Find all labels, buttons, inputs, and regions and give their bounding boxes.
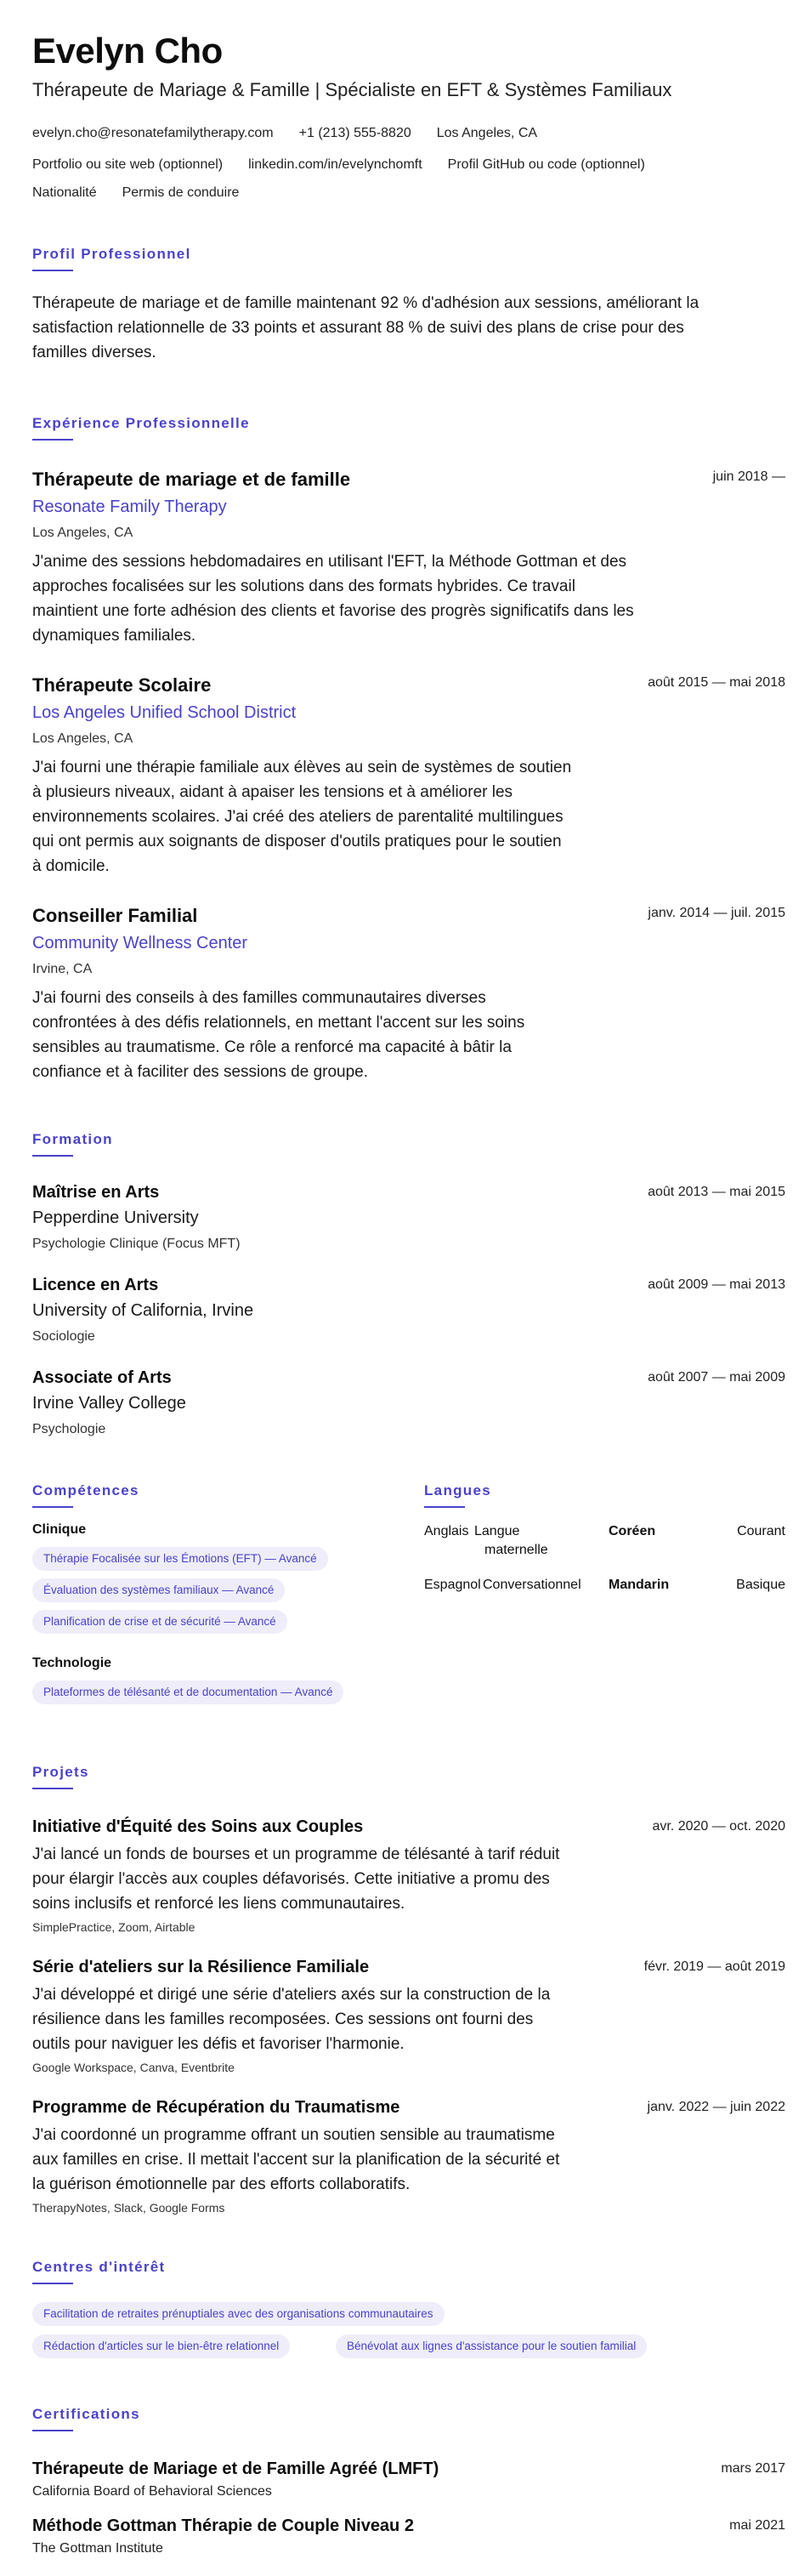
project-description <box>32 2123 627 2197</box>
section-title-languages: Langues <box>424 1482 492 1498</box>
language-level: Basique <box>736 1578 785 1592</box>
certification-issuer: California Board of Behavioral Sciences <box>32 2484 272 2499</box>
section-title-projects: Projets <box>32 1764 89 1780</box>
language-name: Espagnol <box>424 1578 481 1592</box>
profile-line: familles diverses. <box>32 344 156 361</box>
education-date: août 2013 — mai 2015 <box>648 1185 785 1199</box>
section-title-certifications: Certifications <box>32 2406 140 2422</box>
section-title-education: Formation <box>32 1131 113 1147</box>
project-title: Programme de Récupération du Traumatisme <box>32 2098 400 2117</box>
project-description <box>32 1982 627 2056</box>
job-title: Conseiller Familial <box>32 905 198 926</box>
interest-chip: Facilitation de retraites prénuptiales avec des organisations communautaires <box>32 2302 445 2326</box>
language-level: Langue <box>474 1524 520 1538</box>
project-description <box>32 1842 627 1916</box>
section-divider <box>32 1155 73 1157</box>
job-description-line: maintient une forte adhésion des clients et favorise des progrès significatifs dans les <box>32 602 634 620</box>
profile-line: satisfaction relationnelle de 33 points et assurant 88 % de suivi des plans de crise pour des <box>32 319 684 337</box>
project-description-line: résilience dans les familles recomposées. Ces sessions ont fourni des <box>32 2010 534 2028</box>
section-divider <box>32 270 73 271</box>
project-description-line: J'ai lancé un fonds de bourses et un programme de télésanté à tarif réduit <box>32 1845 560 1863</box>
project-title: Série d'ateliers sur la Résilience Familiale <box>32 1958 370 1976</box>
job-description <box>32 755 627 879</box>
project-date: févr. 2019 — août 2019 <box>643 1959 785 1974</box>
project-title: Initiative d'Équité des Soins aux Couples <box>32 1817 364 1836</box>
job-title: Thérapeute Scolaire <box>32 674 212 696</box>
project-description-line: J'ai développé et dirigé une série d'ateliers axés sur la construction de la <box>32 1986 551 2004</box>
education-date: août 2009 — mai 2013 <box>648 1277 785 1292</box>
nationality-text: Nationalité <box>32 185 97 200</box>
section-divider <box>32 1788 73 1789</box>
language-name: Anglais <box>424 1524 469 1538</box>
job-description-line: J'anime des sessions hebdomadaires en utilisant l'EFT, la Méthode Gottman et des <box>32 553 627 571</box>
job-date: janv. 2014 — juil. 2015 <box>648 906 785 920</box>
job-date: août 2015 — mai 2018 <box>648 675 785 690</box>
job-description-line: qui ont permis aux soignants de disposer d'outils pratiques pour le soutien <box>32 833 562 850</box>
headline: Thérapeute de Mariage & Famille | Spécialiste en EFT & Systèmes Familiaux <box>32 79 672 100</box>
section-divider <box>32 2430 73 2431</box>
project-description-line: outils pour naviguer les défis et favoriser l'harmonie. <box>32 2035 405 2053</box>
education-school: Pepperdine University <box>32 1208 199 1227</box>
section-divider <box>424 1506 465 1508</box>
skill-chip: Évaluation des systèmes familiaux — Avancé <box>32 1578 285 1602</box>
phone-link[interactable]: +1 (213) 555-8820 <box>298 126 411 140</box>
skill-group-title: Clinique <box>32 1522 87 1537</box>
contact-row-links <box>32 157 671 173</box>
project-date: avr. 2020 — oct. 2020 <box>652 1819 785 1834</box>
profile-line: Thérapeute de mariage et de famille maintenant 92 % d'adhésion aux sessions, améliorant la <box>32 294 700 312</box>
candidate-name: Evelyn Cho <box>32 31 223 71</box>
certification-date: mai 2021 <box>729 2518 785 2533</box>
profile-summary <box>32 291 699 365</box>
job-description-line: à domicile. <box>32 857 110 875</box>
job-description-line: J'ai fourni une thérapie familiale aux élèves au sein de systèmes de soutien <box>32 759 572 776</box>
section-title-experience: Expérience Professionnelle <box>32 415 250 431</box>
job-description-line: J'ai fourni des conseils à des familles communautaires diverses <box>32 989 486 1007</box>
interest-chip: Bénévolat aux lignes d'assistance pour le soutien familial <box>336 2334 647 2358</box>
education-degree: Associate of Arts <box>32 1368 172 1387</box>
location-text: Los Angeles, CA <box>436 126 538 140</box>
section-title-interests: Centres d'intérêt <box>32 2259 166 2275</box>
job-company: Community Wellness Center <box>32 934 248 952</box>
skill-group-title: Technologie <box>32 1656 112 1670</box>
language-level: maternelle <box>484 1543 548 1557</box>
language-level: Conversationnel <box>483 1578 581 1592</box>
job-location: Irvine, CA <box>32 962 93 976</box>
education-field: Psychologie <box>32 1422 106 1436</box>
language-level: Courant <box>737 1524 785 1538</box>
job-company: Resonate Family Therapy <box>32 498 227 516</box>
project-description-line: la guérison émotionnelle par des efforts collaboratifs. <box>32 2175 411 2193</box>
section-divider <box>32 439 73 441</box>
skill-chip: Planification de crise et de sécurité — Avancé <box>32 1610 287 1634</box>
job-description-line: confiance et à faciliter des sessions de groupe. <box>32 1063 369 1081</box>
job-date: juin 2018 — <box>712 469 785 484</box>
job-description-line: dynamiques familiales. <box>32 627 196 645</box>
project-tools: TherapyNotes, Slack, Google Forms <box>32 2201 225 2215</box>
job-location: Los Angeles, CA <box>32 526 133 540</box>
job-description-line: confrontées à des défis relationnels, en mettant l'accent sur les soins <box>32 1014 525 1032</box>
job-location: Los Angeles, CA <box>32 731 133 746</box>
section-title-skills: Compétences <box>32 1482 139 1498</box>
education-school: University of California, Irvine <box>32 1301 254 1320</box>
job-description-line: à plusieurs niveaux, aidant à apaiser les tensions et à améliorer les <box>32 783 513 801</box>
job-description <box>32 549 712 648</box>
job-title: Thérapeute de mariage et de famille <box>32 469 351 490</box>
project-description-line: aux familles en crise. Il mettait l'accent sur la planification de la sécurité et <box>32 2151 560 2169</box>
certification-title: Thérapeute de Mariage et de Famille Agréé (LMFT) <box>32 2459 439 2478</box>
linkedin-link[interactable]: linkedin.com/in/evelynchomft <box>248 157 422 172</box>
certification-date: mars 2017 <box>721 2461 785 2476</box>
language-name: Mandarin <box>609 1578 670 1592</box>
contact-row-extra <box>32 185 264 201</box>
driving-license-text: Permis de conduire <box>122 185 240 200</box>
project-description-line: pour élargir l'accès aux couples défavorisés. Cette initiative a promu des <box>32 1870 550 1888</box>
section-divider <box>32 1506 73 1508</box>
skill-chip: Thérapie Focalisée sur les Émotions (EFT) — Avancé <box>32 1547 328 1571</box>
interest-chip: Rédaction d'articles sur le bien-être relationnel <box>32 2334 290 2358</box>
job-description-line: approches focalisées sur les solutions dans des formats hybrides. Ce travail <box>32 577 575 595</box>
job-description-line: environnements scolaires. J'ai créé des ateliers de parentalité multilingues <box>32 808 564 826</box>
portfolio-link[interactable]: Portfolio ou site web (optionnel) <box>32 157 224 172</box>
github-link[interactable]: Profil GitHub ou code (optionnel) <box>447 157 645 172</box>
job-description-line: sensibles au traumatisme. Ce rôle a renforcé ma capacité à bâtir la <box>32 1038 512 1056</box>
education-date: août 2007 — mai 2009 <box>648 1370 785 1385</box>
education-field: Sociologie <box>32 1329 95 1344</box>
certification-issuer: The Gottman Institute <box>32 2541 163 2556</box>
email-link[interactable]: evelyn.cho@resonatefamilytherapy.com <box>32 126 274 140</box>
job-company: Los Angeles Unified School District <box>32 703 297 722</box>
language-name: Coréen <box>609 1524 656 1538</box>
education-field: Psychologie Clinique (Focus MFT) <box>32 1237 241 1251</box>
contact-row-primary <box>32 126 563 141</box>
education-school: Irvine Valley College <box>32 1394 186 1413</box>
skill-chip: Plateformes de télésanté et de documentation — Avancé <box>32 1680 343 1704</box>
section-title-profile: Profil Professionnel <box>32 246 191 262</box>
project-tools: Google Workspace, Canva, Eventbrite <box>32 2061 235 2074</box>
project-tools: SimplePractice, Zoom, Airtable <box>32 1920 195 1934</box>
education-degree: Licence en Arts <box>32 1276 159 1294</box>
project-description-line: soins inclusifs et renforcé les liens communautaires. <box>32 1895 405 1913</box>
section-divider <box>32 2283 73 2284</box>
project-date: janv. 2022 — juin 2022 <box>647 2100 785 2114</box>
job-description <box>32 986 627 1084</box>
certification-title: Méthode Gottman Thérapie de Couple Niveau 2 <box>32 2516 414 2535</box>
education-degree: Maîtrise en Arts <box>32 1183 160 1202</box>
project-description-line: J'ai coordonné un programme offrant un soutien sensible au traumatisme <box>32 2126 555 2144</box>
